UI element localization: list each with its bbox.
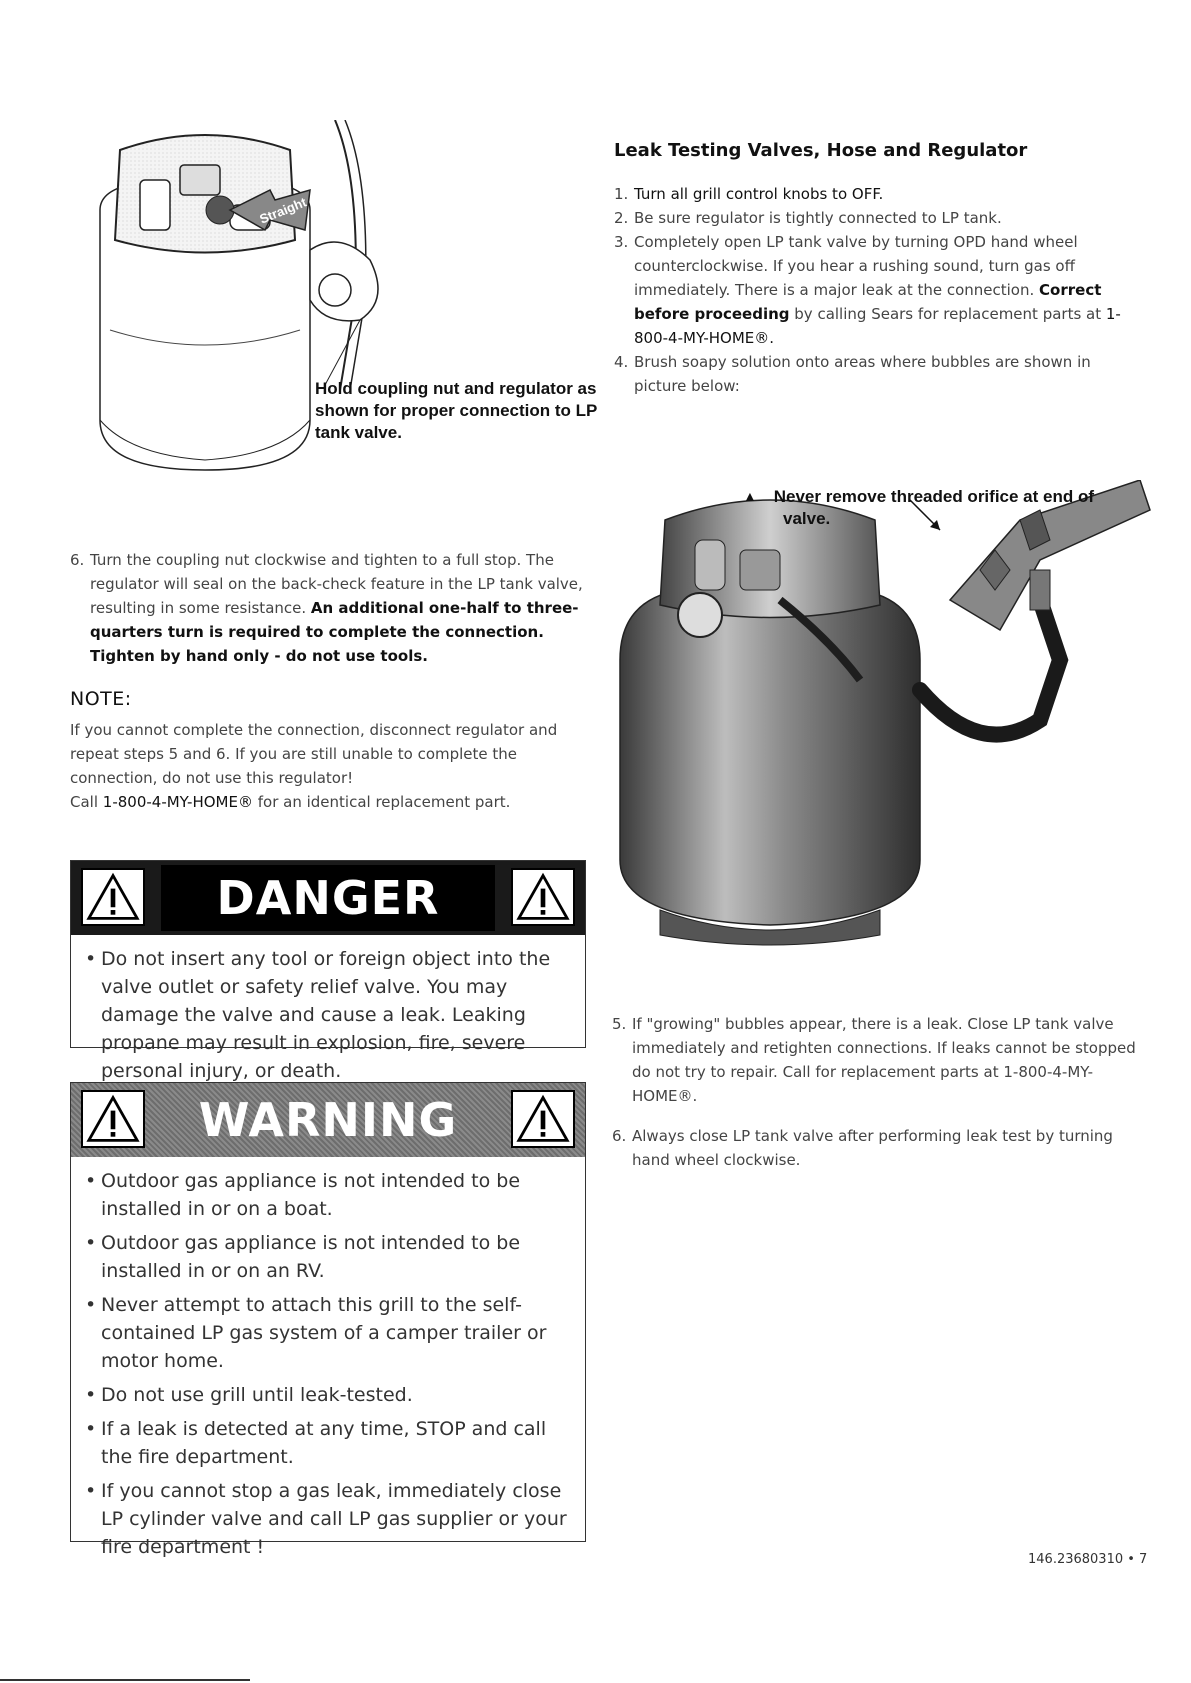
warning-item: • If a leak is detected at any time, STOP and call the fire department. <box>85 1415 571 1471</box>
danger-box <box>70 860 586 1082</box>
caution-marker-icon: ▲ <box>743 488 757 504</box>
warning-box <box>70 1082 586 1558</box>
step-6: 6. Always close LP tank valve after performing leak test by turning hand wheel clockwise. <box>612 1127 1113 1169</box>
figure2-caption: ▲ Never remove threaded orifice at end of valve. <box>743 487 1095 528</box>
warning-triangle-icon <box>511 868 575 926</box>
danger-header <box>71 861 585 935</box>
danger-item: • Do not insert any tool or foreign object into the valve outlet or safety relief valve. You may damage the valve and cause a leak. Leaking propane may result in explosion, fire, severe personal injury, or death. <box>85 945 571 1085</box>
step-1: 1. Turn all grill control knobs to OFF. <box>614 185 884 203</box>
leak-testing-steps-continued <box>612 1012 1142 1172</box>
step-3: 3. Completely open LP tank valve by turning OPD hand wheel counterclockwise. If you hear a rushing sound, turn gas off immediately. There is a major leak at the connection. Correct before proceeding by calling Sears for replacement parts at 1-800-4-MY-HOME®. <box>614 233 1121 347</box>
warning-title: WARNING <box>198 1093 458 1147</box>
step-4: 4. Brush soapy solution onto areas where bubbles are shown in picture below: <box>614 353 1091 395</box>
footer-rule <box>0 1679 250 1681</box>
danger-body <box>85 945 571 1091</box>
warning-item: • Do not use grill until leak-tested. <box>85 1381 571 1409</box>
note-title: NOTE: <box>70 688 132 710</box>
warning-header <box>71 1083 585 1157</box>
leak-testing-steps <box>614 182 1124 398</box>
danger-title: DANGER <box>216 871 440 925</box>
warning-item: • If you cannot stop a gas leak, immediately close LP cylinder valve and call LP gas supplier or your fire department ! <box>85 1477 571 1561</box>
warning-item: • Never attempt to attach this grill to the self-contained LP gas system of a camper trailer or motor home. <box>85 1291 571 1375</box>
warning-item: • Outdoor gas appliance is not intended to be installed in or on a boat. <box>85 1167 571 1223</box>
warning-triangle-icon <box>81 868 145 926</box>
warning-item: • Outdoor gas appliance is not intended to be installed in or on an RV. <box>85 1229 571 1285</box>
propane-tank-illustration <box>600 480 1160 950</box>
warning-triangle-icon <box>511 1090 575 1148</box>
warning-body <box>85 1167 571 1567</box>
arrow-label: Straight <box>257 194 309 227</box>
note-body: If you cannot complete the connection, disconnect regulator and repeat steps 5 and 6. If you are still unable to complete the connection, do not use this regulator! Call 1-800-4-MY-HOME® for an identical replacement part. <box>70 721 558 811</box>
step-2: 2. Be sure regulator is tightly connected to LP tank. <box>614 209 1002 227</box>
page-number: 146.23680310 • 7 <box>1028 1552 1148 1567</box>
step-5: 5. If "growing" bubbles appear, there is a leak. Close LP tank valve immediately and retighten connections. If leaks cannot be stopped do not try to repair. Call for replacement parts at 1-800-4-MY-HOME®. <box>612 1015 1136 1105</box>
tank-regulator-illustration <box>70 120 610 520</box>
figure1-caption: Hold coupling nut and regulator as shown for proper connection to LP tank valve. <box>315 379 598 442</box>
leak-testing-heading: Leak Testing Valves, Hose and Regulator <box>614 140 1028 161</box>
coupling-step-6: 6. Turn the coupling nut clockwise and tighten to a full stop. The regulator will seal on the back-check feature in the LP tank valve, resulting in some resistance. An additional one-half to three-quarters turn is required to complete the connection. Tighten by hand only - do not use tools. <box>70 551 583 665</box>
warning-triangle-icon <box>81 1090 145 1148</box>
